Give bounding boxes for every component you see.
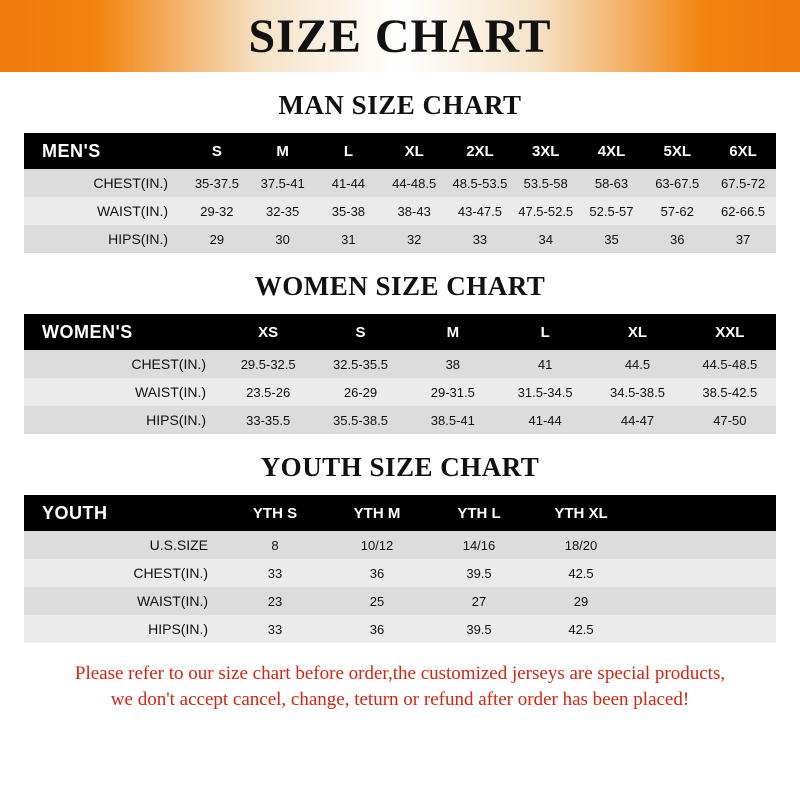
youth-table-head	[24, 495, 776, 531]
men-corner-label: MEN'S	[24, 133, 184, 169]
youth-cell-2-spacer	[632, 587, 776, 615]
table-header-row	[24, 314, 776, 350]
women-cell-1-2: 29-31.5	[407, 378, 499, 406]
women-cell-2-3: 41-44	[499, 406, 591, 434]
women-table-head	[24, 314, 776, 350]
youth-table-body	[24, 531, 776, 643]
men-cell-0-0: 35-37.5	[184, 169, 250, 197]
women-col-0: XS	[222, 314, 314, 350]
men-cell-1-0: 29-32	[184, 197, 250, 225]
youth-cell-0-3: 18/20	[530, 531, 632, 559]
youth-cell-3-1: 36	[326, 615, 428, 643]
men-cell-2-4: 33	[447, 225, 513, 253]
table-row	[24, 225, 776, 253]
women-cell-2-4: 44-47	[591, 406, 683, 434]
youth-row-label-1: CHEST(IN.)	[24, 559, 224, 587]
men-col-7: 5XL	[644, 133, 710, 169]
men-row-label-2: HIPS(IN.)	[24, 225, 184, 253]
men-cell-0-1: 37.5-41	[250, 169, 316, 197]
youth-cell-0-spacer	[632, 531, 776, 559]
youth-cell-1-0: 33	[224, 559, 326, 587]
page-title: SIZE CHART	[248, 10, 552, 63]
table-row	[24, 559, 776, 587]
men-cell-2-3: 32	[381, 225, 447, 253]
table-row	[24, 531, 776, 559]
women-size-table	[24, 314, 776, 434]
women-section	[0, 271, 800, 434]
table-row	[24, 615, 776, 643]
youth-section	[0, 452, 800, 643]
youth-col-3: YTH XL	[530, 495, 632, 531]
youth-row-label-2: WAIST(IN.)	[24, 587, 224, 615]
women-cell-0-4: 44.5	[591, 350, 683, 378]
men-cell-1-1: 32-35	[250, 197, 316, 225]
footer-note	[0, 661, 800, 712]
table-row	[24, 378, 776, 406]
youth-cell-0-2: 14/16	[428, 531, 530, 559]
youth-section-title: YOUTH SIZE CHART	[260, 452, 540, 482]
youth-cell-2-2: 27	[428, 587, 530, 615]
men-col-2: L	[316, 133, 382, 169]
men-cell-0-8: 67.5-72	[710, 169, 776, 197]
men-col-5: 3XL	[513, 133, 579, 169]
men-cell-0-4: 48.5-53.5	[447, 169, 513, 197]
men-col-1: M	[250, 133, 316, 169]
women-cell-1-4: 34.5-38.5	[591, 378, 683, 406]
youth-cell-3-0: 33	[224, 615, 326, 643]
table-header-row	[24, 495, 776, 531]
men-cell-0-2: 41-44	[316, 169, 382, 197]
youth-col-1: YTH M	[326, 495, 428, 531]
men-size-table	[24, 133, 776, 253]
women-cell-1-3: 31.5-34.5	[499, 378, 591, 406]
youth-cell-1-2: 39.5	[428, 559, 530, 587]
youth-row-label-0: U.S.SIZE	[24, 531, 224, 559]
women-col-4: XL	[591, 314, 683, 350]
youth-cell-3-3: 42.5	[530, 615, 632, 643]
table-row	[24, 197, 776, 225]
header-band	[0, 0, 800, 72]
men-cell-0-5: 53.5-58	[513, 169, 579, 197]
men-cell-1-3: 38-43	[381, 197, 447, 225]
men-cell-2-0: 29	[184, 225, 250, 253]
men-cell-2-8: 37	[710, 225, 776, 253]
footer-line-1: Please refer to our size chart before order,the customized jerseys are special products,	[74, 663, 726, 684]
men-col-3: XL	[381, 133, 447, 169]
women-cell-2-0: 33-35.5	[222, 406, 314, 434]
women-cell-2-1: 35.5-38.5	[314, 406, 406, 434]
men-row-label-0: CHEST(IN.)	[24, 169, 184, 197]
women-row-label-2: HIPS(IN.)	[24, 406, 222, 434]
men-col-8: 6XL	[710, 133, 776, 169]
youth-cell-0-1: 10/12	[326, 531, 428, 559]
women-cell-0-5: 44.5-48.5	[684, 350, 776, 378]
men-cell-2-2: 31	[316, 225, 382, 253]
women-cell-0-1: 32.5-35.5	[314, 350, 406, 378]
youth-cell-3-2: 39.5	[428, 615, 530, 643]
women-cell-1-5: 38.5-42.5	[684, 378, 776, 406]
women-col-1: S	[314, 314, 406, 350]
men-col-4: 2XL	[447, 133, 513, 169]
table-row	[24, 169, 776, 197]
men-cell-1-5: 47.5-52.5	[513, 197, 579, 225]
women-section-title: WOMEN SIZE CHART	[254, 271, 546, 301]
table-row	[24, 587, 776, 615]
women-cell-0-3: 41	[499, 350, 591, 378]
men-row-label-1: WAIST(IN.)	[24, 197, 184, 225]
men-section-title: MAN SIZE CHART	[278, 90, 522, 120]
women-cell-1-0: 23.5-26	[222, 378, 314, 406]
men-cell-1-7: 57-62	[644, 197, 710, 225]
men-cell-1-4: 43-47.5	[447, 197, 513, 225]
men-cell-0-3: 44-48.5	[381, 169, 447, 197]
women-cell-0-2: 38	[407, 350, 499, 378]
men-cell-2-5: 34	[513, 225, 579, 253]
table-row	[24, 350, 776, 378]
youth-cell-0-0: 8	[224, 531, 326, 559]
youth-row-label-3: HIPS(IN.)	[24, 615, 224, 643]
men-col-0: S	[184, 133, 250, 169]
men-cell-0-6: 58-63	[579, 169, 645, 197]
youth-cell-1-spacer	[632, 559, 776, 587]
women-col-2: M	[407, 314, 499, 350]
women-cell-2-5: 47-50	[684, 406, 776, 434]
women-corner-label: WOMEN'S	[24, 314, 222, 350]
men-table-body	[24, 169, 776, 253]
women-cell-2-2: 38.5-41	[407, 406, 499, 434]
women-cell-1-1: 26-29	[314, 378, 406, 406]
youth-col-spacer	[632, 495, 776, 531]
women-row-label-1: WAIST(IN.)	[24, 378, 222, 406]
men-cell-2-6: 35	[579, 225, 645, 253]
youth-cell-2-0: 23	[224, 587, 326, 615]
youth-cell-2-3: 29	[530, 587, 632, 615]
table-row	[24, 406, 776, 434]
youth-size-table	[24, 495, 776, 643]
table-header-row	[24, 133, 776, 169]
men-cell-0-7: 63-67.5	[644, 169, 710, 197]
youth-cell-3-spacer	[632, 615, 776, 643]
men-table-head	[24, 133, 776, 169]
youth-cell-1-1: 36	[326, 559, 428, 587]
men-cell-1-2: 35-38	[316, 197, 382, 225]
men-cell-1-6: 52.5-57	[579, 197, 645, 225]
women-cell-0-0: 29.5-32.5	[222, 350, 314, 378]
men-cell-1-8: 62-66.5	[710, 197, 776, 225]
youth-corner-label: YOUTH	[24, 495, 224, 531]
women-row-label-0: CHEST(IN.)	[24, 350, 222, 378]
women-table-body	[24, 350, 776, 434]
men-section	[0, 90, 800, 253]
youth-col-0: YTH S	[224, 495, 326, 531]
youth-cell-2-1: 25	[326, 587, 428, 615]
footer-line-2: we don't accept cancel, change, teturn or refund after order has been placed!	[110, 688, 690, 710]
youth-cell-1-3: 42.5	[530, 559, 632, 587]
women-col-3: L	[499, 314, 591, 350]
youth-col-2: YTH L	[428, 495, 530, 531]
men-col-6: 4XL	[579, 133, 645, 169]
men-cell-2-1: 30	[250, 225, 316, 253]
women-col-5: XXL	[684, 314, 776, 350]
men-cell-2-7: 36	[644, 225, 710, 253]
